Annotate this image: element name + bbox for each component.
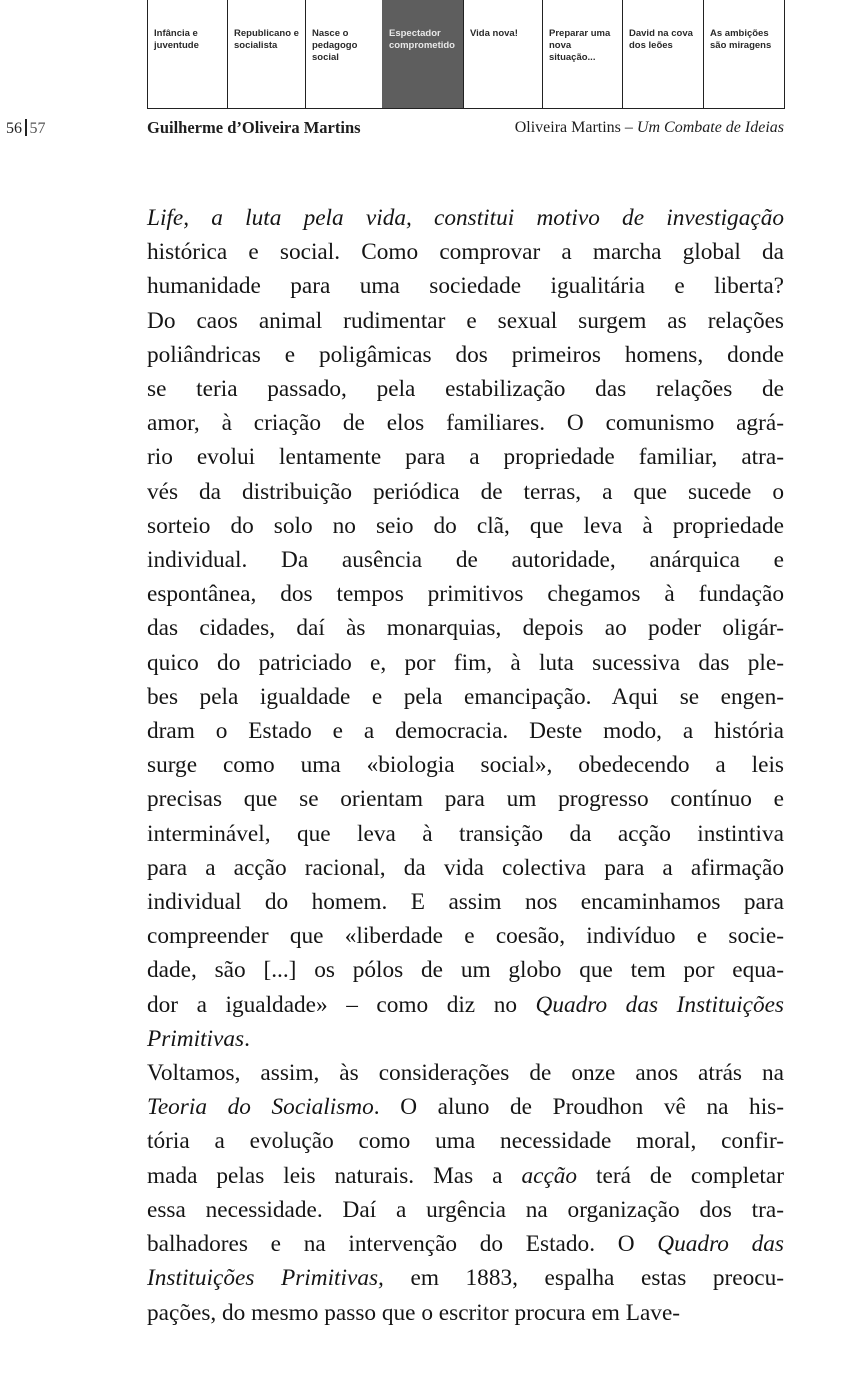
text-run: vés da distribuição periódica de terras, a que sucede o — [147, 478, 784, 505]
text-run: balhadores e na intervenção do Estado. O — [147, 1231, 658, 1258]
text-run: quico do patriciado e, por fim, à luta sucessiva das ple- — [147, 649, 784, 676]
text-run: Voltamos, assim, às considerações de onze anos atrás na — [147, 1060, 784, 1087]
text-line — [147, 1124, 784, 1158]
text-run: . — [244, 1025, 250, 1052]
text-run: dram o Estado e a democracia. Deste modo, a história — [147, 718, 784, 745]
running-title-prefix: Oliveira Martins – — [514, 119, 637, 136]
text-run: interminável, que leva à transição da acção instintiva — [147, 820, 784, 847]
page-number-right: 57 — [29, 120, 46, 137]
text-run: espontânea, dos tempos primitivos chegamos à fundação — [147, 581, 784, 608]
text-run: se teria passado, pela estabilização das relações de — [147, 376, 784, 403]
chapter-tab-david: David na cova dos leões — [622, 0, 703, 108]
text-run: compreender que «liberdade e coesão, indivíduo e socie- — [147, 923, 784, 950]
text-line — [147, 1090, 784, 1124]
text-line — [147, 1159, 784, 1193]
chapter-tab-republicano: Republicano e socialista — [227, 0, 305, 108]
italic-text: Quadro das Instituições — [535, 991, 784, 1018]
text-line — [147, 406, 784, 440]
text-line — [147, 1056, 784, 1090]
text-run: dade, são [...] os pólos de um globo que tem por equa- — [147, 957, 784, 984]
text-run: em 1883, espalha estas preocu- — [383, 1265, 784, 1292]
text-line — [147, 1261, 784, 1295]
chapter-tab-preparar: Preparar uma nova situação... — [542, 0, 622, 108]
text-line — [147, 304, 784, 338]
chapter-tab-infancia: Infância e juventude — [147, 0, 227, 108]
text-line — [147, 269, 784, 303]
italic-text: acção — [521, 1162, 578, 1189]
chapter-tab-ambicoes: As ambições são miragens — [703, 0, 785, 108]
text-run: mada pelas leis naturais. Mas a — [147, 1162, 522, 1189]
text-run: individual. Da ausência de autoridade, anárquica e — [147, 547, 784, 574]
text-run: bes pela igualdade e pela emancipação. Aqui se engen- — [147, 683, 784, 710]
text-run: tória a evolução como uma necessidade moral, confir- — [147, 1128, 784, 1155]
body-text — [147, 201, 784, 1330]
text-line — [147, 509, 784, 543]
text-line — [147, 817, 784, 851]
text-run: histórica e social. Como comprovar a marcha global da — [147, 239, 784, 266]
text-line — [147, 782, 784, 816]
text-line — [147, 372, 784, 406]
italic-text: Quadro das — [657, 1231, 784, 1258]
italic-text: Teoria do Socialismo — [147, 1094, 374, 1121]
text-line — [147, 1227, 784, 1261]
text-line — [147, 440, 784, 474]
text-run: surge como uma «biologia social», obedecendo a leis — [147, 752, 784, 779]
text-run: dor a igualdade» – como diz no — [147, 991, 536, 1018]
paragraph-2 — [147, 1056, 784, 1330]
text-run: humanidade para uma sociedade igualitária e liberta? — [147, 273, 784, 300]
text-line — [147, 475, 784, 509]
text-line — [147, 988, 784, 1022]
text-line — [147, 885, 784, 919]
text-line — [147, 748, 784, 782]
text-run: poliândricas e poligâmicas dos primeiros homens, donde — [147, 341, 784, 368]
text-line — [147, 919, 784, 953]
text-run: Do caos animal rudimentar e sexual surgem as relações — [147, 307, 784, 334]
chapter-navigation-strip — [147, 0, 785, 109]
chapter-tab-vida-nova: Vida nova! — [463, 0, 542, 108]
text-line — [147, 1296, 784, 1330]
chapter-tab-espectador-active: Espectador comprometido — [382, 0, 463, 108]
text-run: individual do homem. E assim nos encaminhamos para — [147, 889, 784, 916]
text-line — [147, 953, 784, 987]
text-line — [147, 1022, 784, 1056]
text-line — [147, 543, 784, 577]
italic-text: Life, — [147, 205, 190, 231]
page-numbers — [6, 119, 46, 138]
text-line — [147, 577, 784, 611]
text-line — [147, 201, 784, 235]
text-run: amor, à criação de elos familiares. O comunismo agrá- — [147, 410, 784, 437]
text-run: sorteio do solo no seio do clã, que leva à propriedade — [147, 512, 784, 539]
text-line — [147, 714, 784, 748]
text-line — [147, 851, 784, 885]
running-title-italic: Um Combate de Ideias — [636, 119, 784, 136]
text-line — [147, 646, 784, 680]
text-line — [147, 235, 784, 269]
page-number-left: 56 — [6, 120, 22, 137]
text-line — [147, 680, 784, 714]
text-line — [147, 611, 784, 645]
text-run: precisas que se orientam para um progresso contínuo e — [147, 786, 784, 813]
text-line — [147, 1193, 784, 1227]
text-run: para a acção racional, da vida colectiva para a afirmação — [147, 854, 784, 881]
text-run: terá de completar — [577, 1162, 785, 1189]
running-head-title — [515, 119, 784, 137]
chapter-tab-pedagogo: Nasce o pedagogo social — [305, 0, 382, 108]
page-number-divider — [25, 119, 27, 136]
italic-text: Instituições Primitivas, — [147, 1265, 384, 1292]
text-run: essa necessidade. Daí a urgência na organização dos tra- — [147, 1196, 784, 1223]
text-line — [147, 338, 784, 372]
text-run: pações, do mesmo passo que o escritor procura em Lave- — [147, 1299, 681, 1326]
text-run: . O aluno de Proudhon vê na his- — [373, 1094, 784, 1121]
text-run: rio evolui lentamente para a propriedade familiar, atra- — [147, 444, 784, 471]
text-run: das cidades, daí às monarquias, depois ao poder oligár- — [147, 615, 784, 642]
running-head-author: Guilherme d’Oliveira Martins — [147, 118, 361, 137]
paragraph-1 — [147, 201, 784, 1056]
italic-text: a luta pela vida, constitui motivo de investigação — [189, 205, 784, 231]
italic-text: Primitivas — [147, 1025, 245, 1052]
